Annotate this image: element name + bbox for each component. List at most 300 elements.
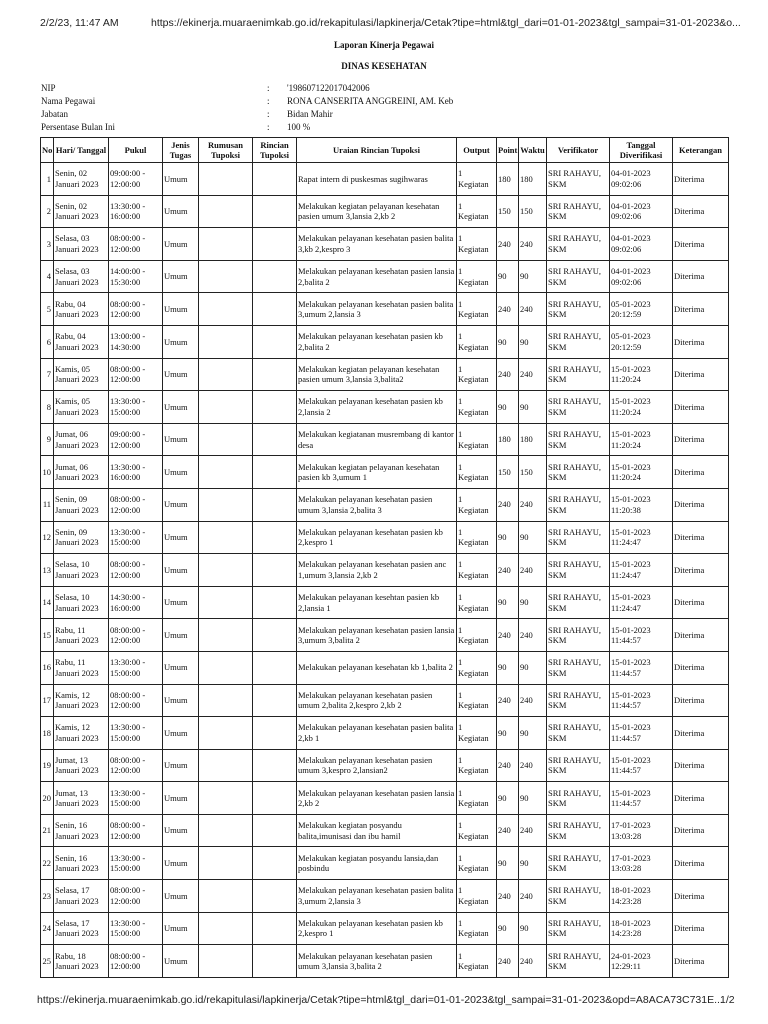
cell-rincian: [253, 456, 297, 489]
cell-output: 1 Kegiatan: [457, 912, 497, 945]
cell-no: 14: [41, 586, 54, 619]
cell-status: Diterima: [673, 521, 729, 554]
cell-point: 240: [497, 228, 519, 261]
cell-verified-date: 15-01-2023 11:24:47: [610, 586, 673, 619]
print-url-bottom: https://ekinerja.muaraenimkab.go.id/rekapitulasi/lapkinerja/Cetak?tipe=html&tgl_dari=01-01-2023&tgl_sampai=31-01-2023&opd=A8ACA73C731E...: [37, 994, 723, 1006]
column-header: Hari/ Tanggal: [54, 138, 109, 163]
cell-time: 14:30:00 - 16:00:00: [109, 586, 163, 619]
cell-task-type: Umum: [163, 586, 199, 619]
cell-rumusan: [199, 391, 253, 424]
cell-output: 1 Kegiatan: [457, 358, 497, 391]
cell-verifier: SRI RAHAYU, SKM: [547, 684, 610, 717]
cell-task-type: Umum: [163, 684, 199, 717]
cell-verifier: SRI RAHAYU, SKM: [547, 521, 610, 554]
cell-time: 13:30:00 - 16:00:00: [109, 456, 163, 489]
cell-point: 240: [497, 488, 519, 521]
cell-verifier: SRI RAHAYU, SKM: [547, 163, 610, 196]
cell-output: 1 Kegiatan: [457, 717, 497, 750]
print-url-top: https://ekinerja.muaraenimkab.go.id/rekapitulasi/lapkinerja/Cetak?tipe=html&tgl_dari=01-01-2023&tgl_sampai=31-01-2023&o...: [151, 17, 741, 29]
cell-description: Melakukan kegiatan posyandu balita,imunisasi dan ibu hamil: [297, 814, 457, 847]
cell-task-type: Umum: [163, 488, 199, 521]
cell-verifier: SRI RAHAYU, SKM: [547, 651, 610, 684]
cell-rincian: [253, 749, 297, 782]
employee-info-row: [41, 120, 741, 133]
table-row: [41, 782, 729, 815]
column-header: Waktu: [519, 138, 547, 163]
table-row: [41, 423, 729, 456]
cell-verifier: SRI RAHAYU, SKM: [547, 945, 610, 978]
cell-duration: 90: [519, 847, 547, 880]
cell-output: 1 Kegiatan: [457, 391, 497, 424]
table-row: [41, 260, 729, 293]
cell-no: 17: [41, 684, 54, 717]
cell-duration: 240: [519, 554, 547, 587]
cell-duration: 90: [519, 260, 547, 293]
cell-date: Selasa, 17 Januari 2023: [54, 912, 109, 945]
cell-rumusan: [199, 488, 253, 521]
cell-rumusan: [199, 325, 253, 358]
cell-output: 1 Kegiatan: [457, 880, 497, 913]
cell-duration: 240: [519, 945, 547, 978]
cell-time: 09:00:00 - 12:00:00: [109, 163, 163, 196]
cell-description: Melakukan pelayanan kesehatan kb 1,balita 2: [297, 651, 457, 684]
page-number: 1/2: [720, 994, 735, 1006]
cell-description: Melakukan pelayanan kesehatan pasien kb 2,kespro 1: [297, 521, 457, 554]
cell-status: Diterima: [673, 163, 729, 196]
cell-time: 13:30:00 - 15:00:00: [109, 717, 163, 750]
cell-description: Melakukan pelayanan kesehatan pasien anc 1,umum 3,lansia 2,kb 2: [297, 554, 457, 587]
print-datetime: 2/2/23, 11:47 AM: [40, 17, 119, 29]
cell-time: 08:00:00 - 12:00:00: [109, 228, 163, 261]
cell-rumusan: [199, 456, 253, 489]
cell-task-type: Umum: [163, 358, 199, 391]
cell-no: 1: [41, 163, 54, 196]
cell-verifier: SRI RAHAYU, SKM: [547, 912, 610, 945]
employee-info-row: [41, 107, 741, 120]
cell-verified-date: 15-01-2023 11:20:24: [610, 391, 673, 424]
cell-rincian: [253, 651, 297, 684]
cell-time: 13:00:00 - 14:30:00: [109, 325, 163, 358]
cell-description: Rapat intern di puskesmas sugihwaras: [297, 163, 457, 196]
cell-date: Senin, 09 Januari 2023: [54, 521, 109, 554]
cell-description: Melakukan pelayanan kesehatan pasien balita 3,umum 2,lansia 3: [297, 293, 457, 326]
cell-rumusan: [199, 749, 253, 782]
cell-point: 180: [497, 163, 519, 196]
cell-output: 1 Kegiatan: [457, 293, 497, 326]
cell-verifier: SRI RAHAYU, SKM: [547, 749, 610, 782]
cell-description: Melakukan pelayanan kesehatan pasien lansia 3,umum 3,balita 2: [297, 619, 457, 652]
cell-duration: 180: [519, 423, 547, 456]
cell-duration: 90: [519, 651, 547, 684]
column-header: Pukul: [109, 138, 163, 163]
cell-no: 10: [41, 456, 54, 489]
cell-rincian: [253, 912, 297, 945]
cell-rumusan: [199, 423, 253, 456]
employee-info-label: Persentase Bulan Ini: [41, 121, 115, 132]
cell-duration: 90: [519, 782, 547, 815]
cell-status: Diterima: [673, 554, 729, 587]
cell-status: Diterima: [673, 684, 729, 717]
cell-no: 16: [41, 651, 54, 684]
cell-task-type: Umum: [163, 847, 199, 880]
cell-time: 08:00:00 - 12:00:00: [109, 488, 163, 521]
cell-rincian: [253, 814, 297, 847]
cell-rincian: [253, 195, 297, 228]
cell-no: 22: [41, 847, 54, 880]
cell-rumusan: [199, 651, 253, 684]
cell-date: Jumat, 06 Januari 2023: [54, 456, 109, 489]
table-row: [41, 456, 729, 489]
cell-description: Melakukan pelayanan kesehatan pasien umum 2,balita 2,kespro 2,kb 2: [297, 684, 457, 717]
cell-description: Melakukan pelayanan kesehatan pasien umum 3,lansia 2,balita 3: [297, 488, 457, 521]
cell-verifier: SRI RAHAYU, SKM: [547, 325, 610, 358]
cell-point: 240: [497, 554, 519, 587]
cell-no: 12: [41, 521, 54, 554]
cell-no: 11: [41, 488, 54, 521]
cell-duration: 240: [519, 358, 547, 391]
cell-date: Kamis, 12 Januari 2023: [54, 717, 109, 750]
cell-point: 90: [497, 391, 519, 424]
table-row: [41, 717, 729, 750]
cell-rincian: [253, 847, 297, 880]
cell-date: Selasa, 03 Januari 2023: [54, 260, 109, 293]
cell-rincian: [253, 423, 297, 456]
cell-output: 1 Kegiatan: [457, 423, 497, 456]
cell-date: Senin, 16 Januari 2023: [54, 814, 109, 847]
cell-rumusan: [199, 912, 253, 945]
report-title: Laporan Kinerja Pegawai: [334, 40, 434, 50]
table-row: [41, 651, 729, 684]
cell-duration: 240: [519, 619, 547, 652]
employee-info-value: RONA CANSERITA ANGGREINI, AM. Keb: [287, 95, 454, 106]
cell-rumusan: [199, 195, 253, 228]
cell-task-type: Umum: [163, 749, 199, 782]
cell-point: 240: [497, 814, 519, 847]
cell-point: 180: [497, 423, 519, 456]
cell-task-type: Umum: [163, 163, 199, 196]
cell-status: Diterima: [673, 423, 729, 456]
cell-verifier: SRI RAHAYU, SKM: [547, 586, 610, 619]
cell-no: 5: [41, 293, 54, 326]
cell-rincian: [253, 554, 297, 587]
cell-description: Melakukan kegiatan pelayanan kesehatan pasien umum 3,lansia 2,kb 2: [297, 195, 457, 228]
cell-time: 08:00:00 - 12:00:00: [109, 945, 163, 978]
cell-task-type: Umum: [163, 814, 199, 847]
cell-date: Selasa, 10 Januari 2023: [54, 554, 109, 587]
cell-description: Melakukan kegiatan pelayanan kesehatan pasien kb 3,umum 1: [297, 456, 457, 489]
cell-date: Rabu, 11 Januari 2023: [54, 619, 109, 652]
cell-duration: 240: [519, 293, 547, 326]
cell-rincian: [253, 521, 297, 554]
cell-rincian: [253, 619, 297, 652]
cell-point: 150: [497, 456, 519, 489]
cell-rincian: [253, 163, 297, 196]
cell-rincian: [253, 782, 297, 815]
cell-status: Diterima: [673, 260, 729, 293]
cell-time: 13:30:00 - 15:00:00: [109, 521, 163, 554]
cell-task-type: Umum: [163, 391, 199, 424]
table-row: [41, 684, 729, 717]
cell-rumusan: [199, 163, 253, 196]
employee-info-row: [41, 94, 741, 107]
cell-status: Diterima: [673, 456, 729, 489]
cell-no: 8: [41, 391, 54, 424]
employee-info-label: NIP: [41, 82, 56, 93]
cell-task-type: Umum: [163, 912, 199, 945]
cell-date: Senin, 09 Januari 2023: [54, 488, 109, 521]
cell-time: 13:30:00 - 15:00:00: [109, 912, 163, 945]
column-header: No: [41, 138, 54, 163]
cell-verified-date: 15-01-2023 11:24:47: [610, 554, 673, 587]
cell-task-type: Umum: [163, 293, 199, 326]
cell-verified-date: 15-01-2023 11:20:24: [610, 423, 673, 456]
cell-point: 90: [497, 521, 519, 554]
cell-no: 19: [41, 749, 54, 782]
cell-date: Senin, 02 Januari 2023: [54, 195, 109, 228]
cell-point: 240: [497, 293, 519, 326]
cell-rumusan: [199, 554, 253, 587]
cell-output: 1 Kegiatan: [457, 749, 497, 782]
cell-output: 1 Kegiatan: [457, 260, 497, 293]
cell-rincian: [253, 717, 297, 750]
cell-status: Diterima: [673, 912, 729, 945]
cell-point: 240: [497, 749, 519, 782]
cell-description: Melakukan pelayanan kesehatan pasien kb 2,lansia 2: [297, 391, 457, 424]
cell-date: Rabu, 18 Januari 2023: [54, 945, 109, 978]
cell-time: 08:00:00 - 12:00:00: [109, 293, 163, 326]
cell-status: Diterima: [673, 847, 729, 880]
cell-point: 90: [497, 325, 519, 358]
cell-description: Melakukan kegiatan pelayanan kesehatan pasien umum 3,lansia 3,balita2: [297, 358, 457, 391]
employee-info-value: 100 %: [287, 121, 311, 132]
cell-verified-date: 15-01-2023 11:44:57: [610, 717, 673, 750]
cell-date: Jumat, 13 Januari 2023: [54, 782, 109, 815]
cell-verified-date: 05-01-2023 20:12:59: [610, 325, 673, 358]
employee-info-value: '198607122017042006: [287, 82, 370, 93]
cell-time: 08:00:00 - 12:00:00: [109, 880, 163, 913]
cell-rumusan: [199, 782, 253, 815]
cell-rumusan: [199, 586, 253, 619]
cell-no: 25: [41, 945, 54, 978]
cell-verified-date: 05-01-2023 20:12:59: [610, 293, 673, 326]
cell-verified-date: 04-01-2023 09:02:06: [610, 228, 673, 261]
cell-verifier: SRI RAHAYU, SKM: [547, 847, 610, 880]
cell-verified-date: 18-01-2023 14:23:28: [610, 880, 673, 913]
cell-no: 9: [41, 423, 54, 456]
cell-point: 240: [497, 880, 519, 913]
cell-point: 90: [497, 651, 519, 684]
cell-duration: 90: [519, 912, 547, 945]
cell-output: 1 Kegiatan: [457, 554, 497, 587]
table-row: [41, 391, 729, 424]
table-row: [41, 163, 729, 196]
cell-task-type: Umum: [163, 228, 199, 261]
table-row: [41, 488, 729, 521]
column-header: Verifikator: [547, 138, 610, 163]
cell-date: Jumat, 13 Januari 2023: [54, 749, 109, 782]
table-row: [41, 228, 729, 261]
column-header: Tanggal Diverifikasi: [610, 138, 673, 163]
cell-rincian: [253, 488, 297, 521]
cell-rincian: [253, 391, 297, 424]
cell-output: 1 Kegiatan: [457, 195, 497, 228]
cell-duration: 90: [519, 521, 547, 554]
cell-date: Kamis, 05 Januari 2023: [54, 358, 109, 391]
cell-verifier: SRI RAHAYU, SKM: [547, 814, 610, 847]
cell-verifier: SRI RAHAYU, SKM: [547, 260, 610, 293]
cell-no: 18: [41, 717, 54, 750]
cell-rincian: [253, 228, 297, 261]
cell-duration: 150: [519, 195, 547, 228]
cell-task-type: Umum: [163, 717, 199, 750]
cell-point: 240: [497, 619, 519, 652]
cell-duration: 240: [519, 228, 547, 261]
cell-rumusan: [199, 880, 253, 913]
cell-description: Melakukan kegiatan posyandu lansia,dan posbindu: [297, 847, 457, 880]
cell-date: Kamis, 05 Januari 2023: [54, 391, 109, 424]
cell-verified-date: 15-01-2023 11:20:24: [610, 456, 673, 489]
cell-description: Melakukan pelayanan kesehtan pasien kb 2,lansia 1: [297, 586, 457, 619]
cell-no: 6: [41, 325, 54, 358]
cell-output: 1 Kegiatan: [457, 684, 497, 717]
cell-time: 08:00:00 - 12:00:00: [109, 749, 163, 782]
cell-verifier: SRI RAHAYU, SKM: [547, 717, 610, 750]
cell-rumusan: [199, 293, 253, 326]
cell-rumusan: [199, 945, 253, 978]
cell-no: 7: [41, 358, 54, 391]
table-row: [41, 293, 729, 326]
cell-verifier: SRI RAHAYU, SKM: [547, 554, 610, 587]
column-header: Output: [457, 138, 497, 163]
cell-time: 08:00:00 - 12:00:00: [109, 814, 163, 847]
cell-output: 1 Kegiatan: [457, 456, 497, 489]
cell-status: Diterima: [673, 228, 729, 261]
cell-task-type: Umum: [163, 782, 199, 815]
cell-date: Rabu, 11 Januari 2023: [54, 651, 109, 684]
cell-duration: 90: [519, 325, 547, 358]
cell-task-type: Umum: [163, 456, 199, 489]
cell-time: 13:30:00 - 15:00:00: [109, 782, 163, 815]
cell-status: Diterima: [673, 586, 729, 619]
cell-output: 1 Kegiatan: [457, 847, 497, 880]
cell-rincian: [253, 325, 297, 358]
cell-verified-date: 04-01-2023 09:02:06: [610, 163, 673, 196]
cell-rincian: [253, 293, 297, 326]
cell-time: 13:30:00 - 15:00:00: [109, 391, 163, 424]
cell-status: Diterima: [673, 358, 729, 391]
cell-output: 1 Kegiatan: [457, 325, 497, 358]
cell-verifier: SRI RAHAYU, SKM: [547, 358, 610, 391]
cell-status: Diterima: [673, 880, 729, 913]
table-row: [41, 554, 729, 587]
cell-point: 240: [497, 358, 519, 391]
cell-verified-date: 15-01-2023 11:44:57: [610, 619, 673, 652]
employee-info-separator: :: [267, 108, 270, 119]
cell-rincian: [253, 586, 297, 619]
cell-date: Jumat, 06 Januari 2023: [54, 423, 109, 456]
table-row: [41, 945, 729, 978]
cell-verified-date: 15-01-2023 11:20:24: [610, 358, 673, 391]
column-header: Uraian Rincian Tupoksi: [297, 138, 457, 163]
cell-description: Melakukan pelayanan kesehatan pasien lansia 2,balita 2: [297, 260, 457, 293]
cell-status: Diterima: [673, 391, 729, 424]
cell-task-type: Umum: [163, 260, 199, 293]
table-row: [41, 749, 729, 782]
cell-description: Melakukan pelayanan kesehatan pasien lansia 2,kb 2: [297, 782, 457, 815]
cell-point: 90: [497, 912, 519, 945]
cell-rumusan: [199, 521, 253, 554]
cell-status: Diterima: [673, 651, 729, 684]
cell-time: 13:30:00 - 16:00:00: [109, 195, 163, 228]
cell-point: 240: [497, 945, 519, 978]
cell-verified-date: 15-01-2023 11:44:57: [610, 749, 673, 782]
cell-description: Melakukan pelayanan kesehatan pasien kb 2,kespro 1: [297, 912, 457, 945]
cell-duration: 150: [519, 456, 547, 489]
cell-verified-date: 24-01-2023 12:29:11: [610, 945, 673, 978]
employee-info-row: [41, 81, 741, 94]
table-row: [41, 325, 729, 358]
cell-task-type: Umum: [163, 651, 199, 684]
cell-rincian: [253, 358, 297, 391]
cell-description: Melakukan pelayanan kesehatan pasien balita 3,kb 2,kespro 3: [297, 228, 457, 261]
cell-date: Rabu, 04 Januari 2023: [54, 293, 109, 326]
table-row: [41, 912, 729, 945]
cell-point: 90: [497, 260, 519, 293]
table-row: [41, 195, 729, 228]
cell-duration: 90: [519, 586, 547, 619]
cell-output: 1 Kegiatan: [457, 619, 497, 652]
cell-status: Diterima: [673, 325, 729, 358]
cell-status: Diterima: [673, 717, 729, 750]
cell-duration: 180: [519, 163, 547, 196]
cell-description: Melakukan pelayanan kesehatan pasien umum 3,kespro 2,lansian2: [297, 749, 457, 782]
cell-rumusan: [199, 619, 253, 652]
cell-task-type: Umum: [163, 554, 199, 587]
cell-point: 90: [497, 586, 519, 619]
cell-task-type: Umum: [163, 619, 199, 652]
column-header: Rumusan Tupoksi: [199, 138, 253, 163]
cell-point: 90: [497, 717, 519, 750]
cell-description: Melakukan pelayanan kesehatan pasien umum 3,lansia 3,balita 2: [297, 945, 457, 978]
activity-table: [40, 137, 729, 978]
cell-verified-date: 17-01-2023 13:03:28: [610, 847, 673, 880]
table-row: [41, 619, 729, 652]
cell-output: 1 Kegiatan: [457, 228, 497, 261]
employee-info-label: Jabatan: [41, 108, 68, 119]
cell-verifier: SRI RAHAYU, SKM: [547, 782, 610, 815]
cell-output: 1 Kegiatan: [457, 782, 497, 815]
cell-rumusan: [199, 260, 253, 293]
cell-rumusan: [199, 358, 253, 391]
cell-rumusan: [199, 814, 253, 847]
cell-date: Senin, 16 Januari 2023: [54, 847, 109, 880]
cell-point: 150: [497, 195, 519, 228]
cell-rincian: [253, 684, 297, 717]
cell-output: 1 Kegiatan: [457, 488, 497, 521]
cell-output: 1 Kegiatan: [457, 521, 497, 554]
cell-task-type: Umum: [163, 521, 199, 554]
cell-date: Selasa, 17 Januari 2023: [54, 880, 109, 913]
cell-time: 09:00:00 - 12:00:00: [109, 423, 163, 456]
cell-date: Senin, 02 Januari 2023: [54, 163, 109, 196]
cell-duration: 240: [519, 880, 547, 913]
cell-verifier: SRI RAHAYU, SKM: [547, 423, 610, 456]
cell-task-type: Umum: [163, 325, 199, 358]
cell-status: Diterima: [673, 945, 729, 978]
report-subtitle: DINAS KESEHATAN: [341, 61, 427, 71]
column-header: Point: [497, 138, 519, 163]
cell-duration: 240: [519, 749, 547, 782]
